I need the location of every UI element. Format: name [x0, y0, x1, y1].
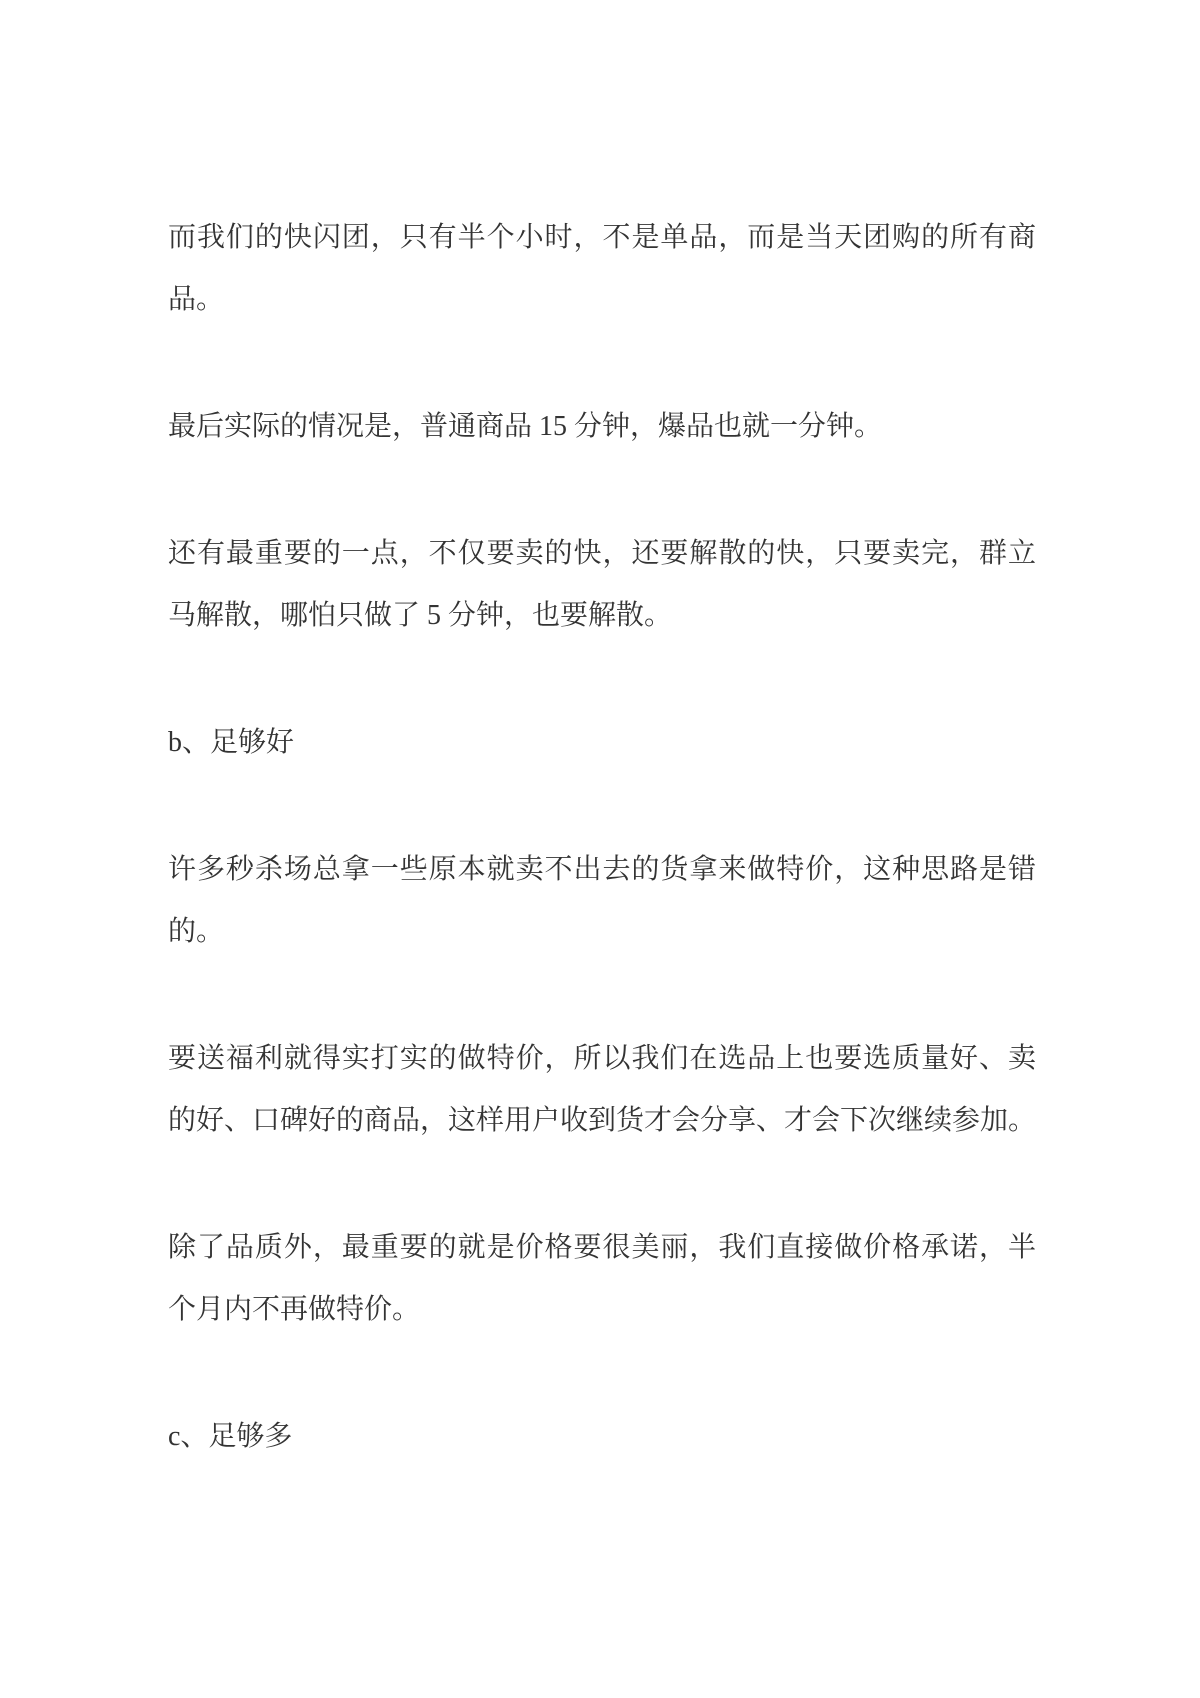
para-flash-group-duration [168, 207, 1036, 331]
text-line: c、足够多 [168, 1421, 293, 1452]
text-line: 马解散，哪怕只做了 5 分钟，也要解散。 [168, 600, 673, 631]
text-line: 而我们的快闪团，只有半个小时，不是单品，而是当天团购的所有商 [168, 222, 1036, 253]
heading-c-enough-quantity [168, 1406, 1036, 1468]
text-line: 的。 [168, 916, 225, 947]
heading-b-good-enough [168, 712, 1036, 774]
text-line: b、足够好 [168, 727, 295, 758]
text-line: 最后实际的情况是，普通商品 15 分钟，爆品也就一分钟。 [168, 411, 883, 442]
text-line: 的好、口碑好的商品，这样用户收到货才会分享、才会下次继续参加。 [168, 1105, 1037, 1136]
para-price-promise [168, 1217, 1036, 1341]
text-line: 除了品质外，最重要的就是价格要很美丽，我们直接做价格承诺，半 [168, 1232, 1036, 1263]
text-line: 还有最重要的一点，不仅要卖的快，还要解散的快，只要卖完，群立 [168, 538, 1036, 569]
text-line: 要送福利就得实打实的做特价，所以我们在选品上也要选质量好、卖 [168, 1043, 1036, 1074]
text-line: 许多秒杀场总拿一些原本就卖不出去的货拿来做特价，这种思路是错 [168, 854, 1036, 885]
para-quick-disband [168, 523, 1036, 647]
para-wrong-approach [168, 839, 1036, 963]
para-actual-timing [168, 396, 1036, 458]
text-line: 个月内不再做特价。 [168, 1294, 421, 1325]
para-product-selection [168, 1028, 1036, 1152]
document-body [168, 207, 1036, 1468]
text-line: 品。 [168, 284, 225, 315]
